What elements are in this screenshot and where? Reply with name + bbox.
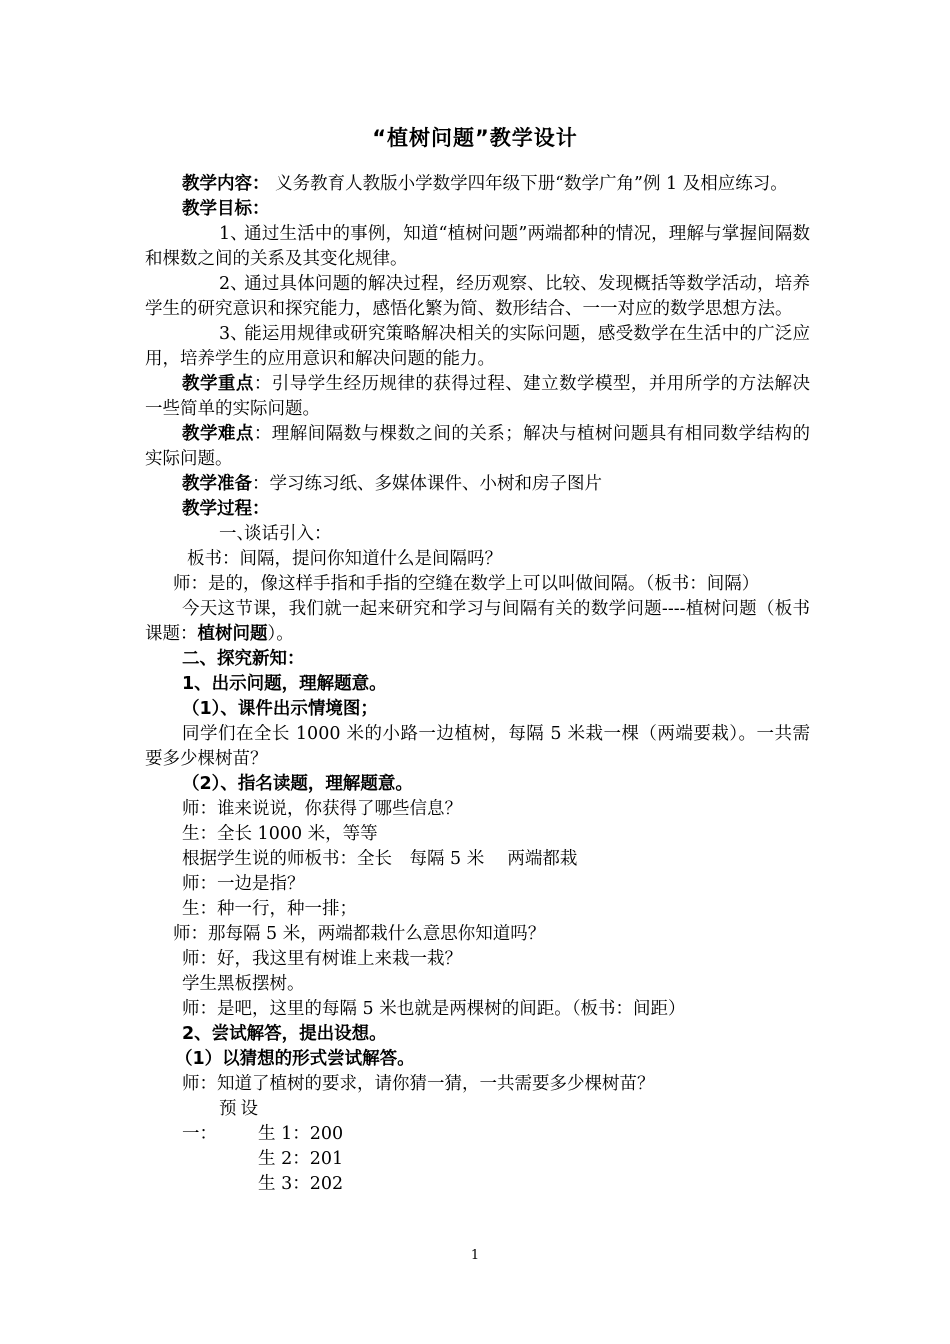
section-2-1-heading: 1、出示问题，理解题意。 bbox=[182, 674, 387, 694]
teacher-line-4: 师：那每隔 5 米，两端都栽什么意思你知道吗？ bbox=[173, 924, 546, 944]
today-paragraph: 今天这节课，我们就一起来研究和学习与间隔有关的数学问题----植树问题（板书课题：植树问题）。 bbox=[145, 599, 810, 644]
section-2-1-1-heading: （1）、课件出示情境图； bbox=[182, 699, 378, 719]
key-points: 教学重点：引导学生经历规律的获得过程、建立数学模型，并用所学的方法解决一些简单的实际问题。 bbox=[145, 374, 811, 419]
board-line-2: 根据学生说的师板书：全长 每隔 5 米 两端都栽 bbox=[182, 849, 578, 869]
student-line-4: 学生黑板摆树。 bbox=[182, 974, 305, 994]
preset-line-3: 生 3：202 bbox=[258, 1174, 344, 1194]
page-number: 1 bbox=[470, 1248, 480, 1263]
preparation: 教学准备：学习练习纸、多媒体课件、小树和房子图片 bbox=[182, 474, 602, 494]
section-2-1-2-heading: （2）、指名读题，理解题意。 bbox=[182, 774, 413, 794]
preset-line-2: 生 2：201 bbox=[258, 1149, 344, 1169]
goals-heading: 教学目标： bbox=[182, 199, 270, 219]
teacher-line-5: 师：好，我这里有树谁上来栽一栽？ bbox=[182, 949, 462, 969]
goal-1: 1、通过生活中的事例，知道“植树问题”两端都种的情况，理解与掌握间隔数和棵数之间的关系及其变化规律。 bbox=[145, 224, 810, 269]
student-line-2: 生：全长 1000 米，等等 bbox=[182, 824, 378, 844]
section-2-2-1-heading: （1）以猜想的形式尝试解答。 bbox=[175, 1049, 415, 1069]
difficulties: 教学难点：理解间隔数与棵数之间的关系；解决与植树问题具有相同数学结构的实际问题。 bbox=[145, 424, 811, 469]
teacher-line-3: 师：一边是指？ bbox=[182, 874, 305, 894]
content-paragraph bbox=[145, 172, 810, 197]
goal-2: 2、通过具体问题的解决过程，经历观察、比较、发现概括等数学活动，培养学生的研究意识和探究能力，感悟化繁为简、数形结合、一一对应的数学思想方法。 bbox=[145, 274, 810, 319]
problem-paragraph: 同学们在全长 1000 米的小路一边植树，每隔 5 米栽一棵（两端要栽）。一共需要多少棵树苗？ bbox=[145, 724, 810, 769]
teacher-line-2: 师：谁来说说，你获得了哪些信息？ bbox=[182, 799, 462, 819]
teacher-line-6: 师：是吧，这里的每隔 5 米也就是两棵树的间距。（板书：间距） bbox=[182, 999, 686, 1019]
document-body bbox=[145, 172, 810, 1197]
teacher-line-1: 师：是的，像这样手指和手指的空缝在数学上可以叫做间隔。（板书：间隔） bbox=[173, 574, 760, 594]
board-line-1: 板书：间隔，提问你知道什么是间隔吗？ bbox=[187, 549, 502, 569]
content-text: 义务教育人教版小学数学四年级下册“数学广角”例 1 及相应练习。 bbox=[275, 174, 788, 194]
student-line-3: 生：种一行，种一排； bbox=[182, 899, 357, 919]
content-label: 教学内容： bbox=[182, 174, 270, 194]
document-title: “植树问题”教学设计 bbox=[372, 126, 578, 150]
process-heading: 教学过程： bbox=[182, 499, 270, 519]
goal-3: 3、能运用规律或研究策略解决相关的实际问题，感受数学在生活中的广泛应用，培养学生的应用意识和解决问题的能力。 bbox=[145, 324, 810, 369]
section-1-heading: 一、谈话引入： bbox=[219, 524, 332, 544]
preset-line-1: 预设一： 生 1：200 bbox=[182, 1099, 344, 1144]
section-2-heading: 二、探究新知： bbox=[182, 649, 305, 669]
section-2-2-heading: 2、尝试解答，提出设想。 bbox=[182, 1024, 387, 1044]
teacher-line-7: 师：知道了植树的要求，请你猜一猜，一共需要多少棵树苗？ bbox=[182, 1074, 655, 1094]
